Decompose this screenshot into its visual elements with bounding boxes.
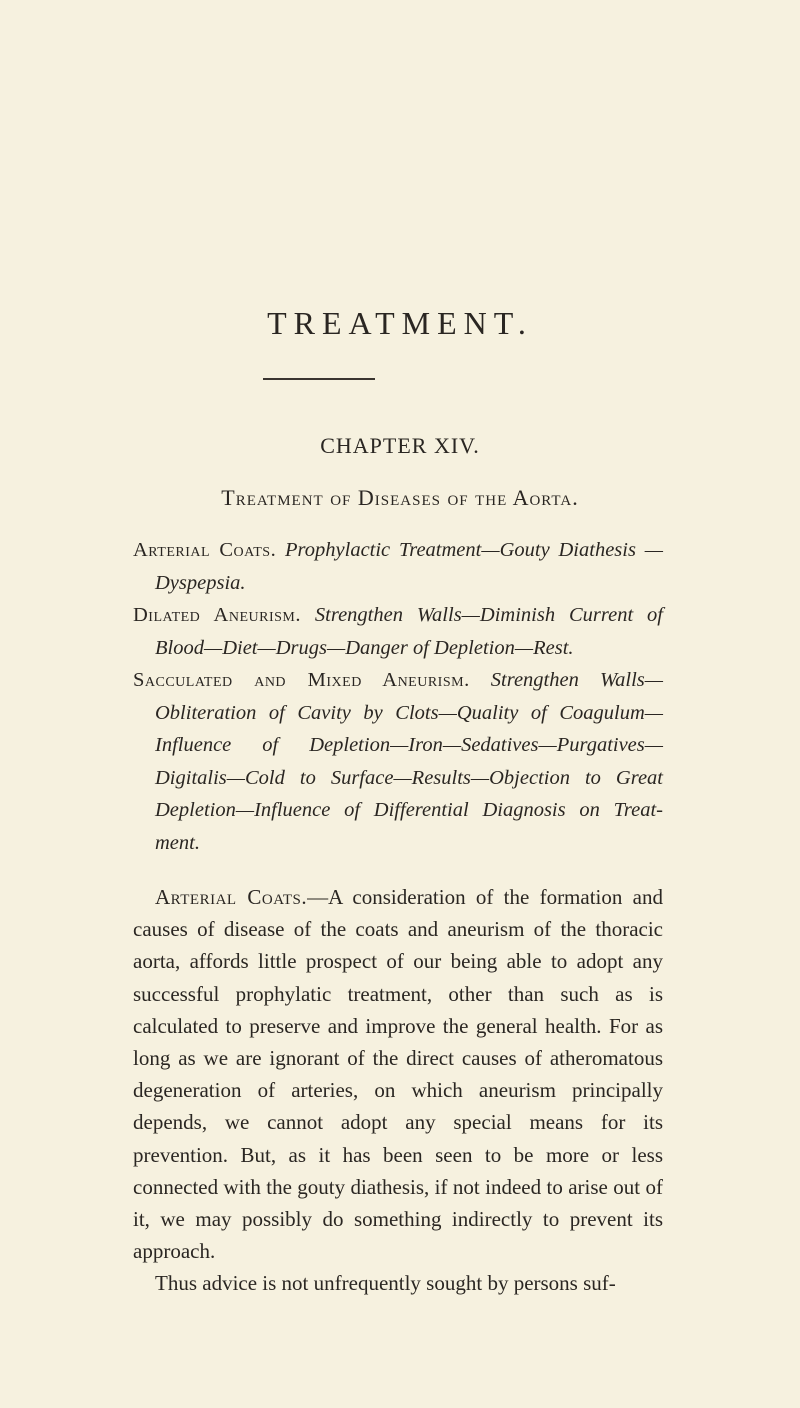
synopsis-lead: Sacculated and Mixed Aneurism. (133, 669, 470, 691)
synopsis-text: Strengthen Walls— Obliteration of Cavity by Clots—Quality of Coagulum— Influence of Depletion—Iron—Sedatives—Purgatives— Digitalis—Cold to Surface—Results—Objection to Great Depletion—Influence of Differential Diagnosis on Treat- ment. (155, 669, 663, 854)
synopsis-item (133, 664, 663, 859)
body-text (133, 881, 663, 1300)
chapter-synopsis (133, 534, 663, 859)
synopsis-item (133, 534, 663, 599)
chapter-number: CHAPTER XIV. (320, 433, 480, 458)
paragraph-text: —A consideration of the formation and causes of disease of the coats and aneurism of the thoracic aorta, affords little prospect of our being able to adopt any successful prophylatic treatment, other than such as is calculated to preserve and improve the general health. For as long as we are ignorant of the direct causes of atheromatous degeneration of arteries, on which aneurism principally depends, we cannot adopt any special means for its prevention. But, as it has been seen to be more or less connected with the gouty diathesis, if not indeed to arise out of it, we may possibly do something indirectly to prevent its approach. (133, 885, 663, 1264)
synopsis-text: Prophylactic Treatment—Gouty Diathesis —Dyspepsia. (155, 539, 663, 594)
synopsis-text: Strengthen Walls—Diminish Current of Blood—Diet—Drugs—Danger of Depletion—Rest. (155, 604, 663, 659)
synopsis-item (133, 599, 663, 664)
chapter-title: Treatment of Diseases of the Aorta. (221, 485, 579, 510)
paragraph-text: Thus advice is not unfrequently sought by persons suf- (155, 1271, 616, 1296)
synopsis-lead: Arterial Coats. (133, 539, 277, 561)
paragraph (133, 1267, 663, 1299)
paragraph (133, 881, 663, 1267)
paragraph-lead: Arterial Coats. (155, 885, 308, 909)
divider-rule (263, 378, 375, 380)
synopsis-lead: Dilated Aneurism. (133, 604, 301, 626)
section-heading: TREATMENT. (267, 305, 533, 341)
